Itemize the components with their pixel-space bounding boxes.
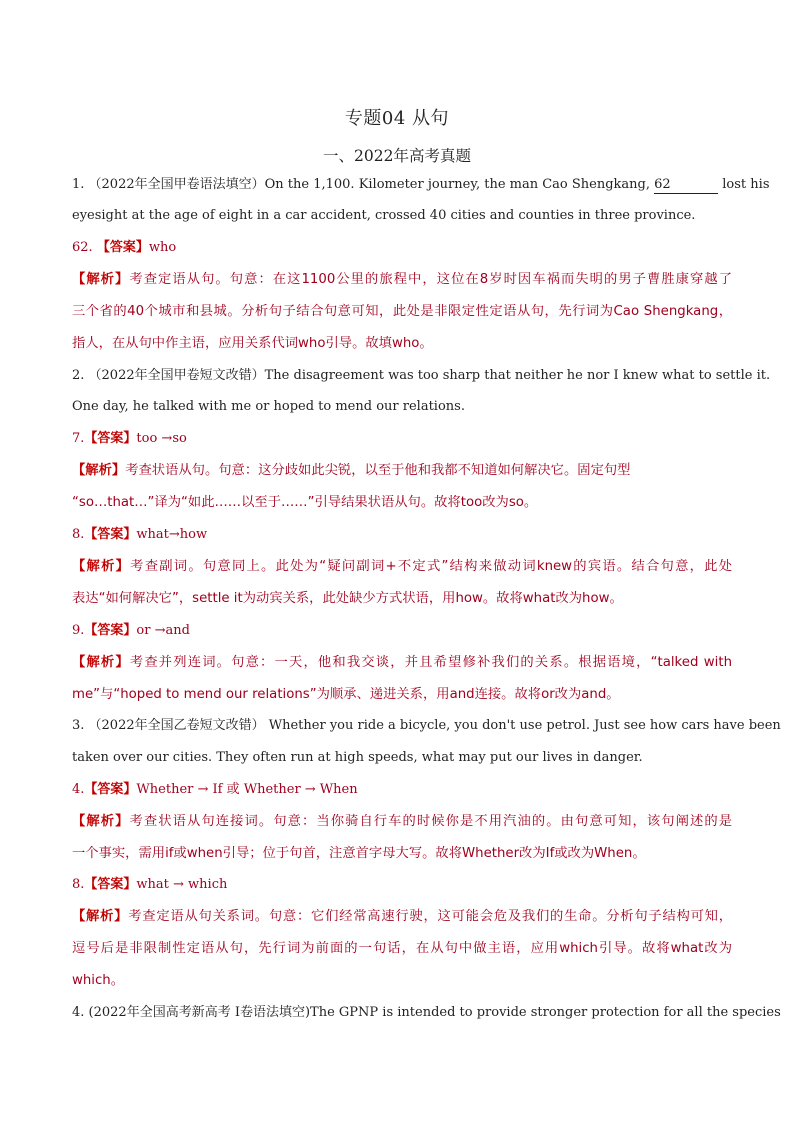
explanation-4-text-1: 考查状语从句连接词。句意：当你骑自行车的时候你是不用汽油的。由句意可知，该句阐述的是 <box>129 814 733 829</box>
answer-8b-tag: 【答案】 <box>84 877 137 892</box>
section-heading: 一、2022年高考真题 <box>323 147 471 165</box>
explanation-7-line-1 <box>72 461 732 481</box>
question-3-line-2: taken over our cities. They often run at high speeds, what may put our lives in danger. <box>72 750 643 765</box>
answer-8b <box>72 875 732 895</box>
answer-8-number: 8. <box>72 527 85 542</box>
answer-62-value: who <box>148 240 177 255</box>
answer-8-value: what→how <box>136 527 208 542</box>
question-2-line-2: One day, he talked with me or hoped to mend our relations. <box>72 399 465 414</box>
question-3-text-a: Whether you ride a bicycle, you don't use petrol. Just see how cars have been <box>264 718 781 733</box>
question-1-blank: 62 <box>654 177 718 194</box>
explanation-8-tag: 【解析】 <box>72 559 131 574</box>
explanation-8b-line-1 <box>72 907 732 927</box>
explanation-9-line-2: me”与“hoped to mend our relations”为顺承、递进关系，用and连接。故将or改为and。 <box>72 687 620 702</box>
explanation-8-line-2: 表达“如何解决它”，settle it为动宾关系，此处缺少方式状语，用how。故将what改为how。 <box>72 591 623 606</box>
explanation-62-line-3: 指人，在从句中作主语，应用关系代词who引导。故填who。 <box>72 336 433 351</box>
question-4-line-1 <box>72 1003 781 1023</box>
answer-7-tag: 【答案】 <box>84 431 137 446</box>
explanation-7-tag: 【解析】 <box>72 463 126 478</box>
answer-7-number: 7. <box>72 431 85 446</box>
explanation-7-text-1: 考查状语从句。句意：这分歧如此尖锐，以至于他和我都不知道如何解决它。固定句型 <box>125 463 631 478</box>
question-1-text-a: On the 1,100. Kilometer journey, the man Cao Shengkang, <box>264 177 655 192</box>
question-4-text-a: The GPNP is intended to provide stronger protection for all the species <box>310 1005 781 1020</box>
explanation-8-line-1 <box>72 557 732 577</box>
question-3-line-1 <box>72 716 781 736</box>
answer-9-tag: 【答案】 <box>84 623 137 638</box>
question-3-source: 3. （2022年全国乙卷短文改错） <box>72 718 265 733</box>
explanation-8b-text-1: 考查定语从句关系词。句意：它们经常高速行驶，这可能会危及我们的生命。分析句子结构可知， <box>128 909 733 924</box>
question-1-line-1 <box>72 175 770 195</box>
explanation-9-tag: 【解析】 <box>72 655 130 670</box>
answer-8 <box>72 525 732 545</box>
question-1-source: 1. （2022年全国甲卷语法填空） <box>72 177 265 192</box>
explanation-62-text-1: 考查定语从句。句意：在这1100公里的旅程中，这位在8岁时因车祸而失明的男子曹胜康穿越了 <box>129 272 732 287</box>
answer-9-value: or →and <box>136 623 190 638</box>
explanation-8b-line-3: which。 <box>72 973 125 988</box>
answer-7 <box>72 429 732 449</box>
answer-8b-number: 8. <box>72 877 85 892</box>
question-2-source: 2. （2022年全国甲卷短文改错） <box>72 368 265 383</box>
explanation-8b-line-2: 逗号后是非限制性定语从句，先行词为前面的一句话，在从句中做主语，应用which引导。故将what改为 <box>72 941 732 956</box>
answer-4 <box>72 780 732 800</box>
explanation-8b-tag: 【解析】 <box>72 909 129 924</box>
question-1-text-b: lost his <box>718 177 770 192</box>
answer-8b-value: what → which <box>136 877 228 892</box>
answer-8-tag: 【答案】 <box>84 527 137 542</box>
explanation-62-tag: 【解析】 <box>72 272 130 287</box>
explanation-8-text-1: 考查副词。句意同上。此处为“疑问副词+不定式”结构来做动词knew的宾语。结合句意，此处 <box>130 559 733 574</box>
answer-62 <box>72 238 732 258</box>
explanation-62-line-1 <box>72 270 732 290</box>
explanation-4-line-2: 一个事实，需用if或when引导；位于句首，注意首字母大写。故将Whether改为If或改为When。 <box>72 846 646 861</box>
question-2-line-1 <box>72 366 771 386</box>
answer-4-number: 4. <box>72 782 85 797</box>
question-1-line-2: eyesight at the age of eight in a car accident, crossed 40 cities and counties in three province. <box>72 208 696 223</box>
answer-4-tag: 【答案】 <box>84 782 137 797</box>
page-title: 专题04 从句 <box>344 108 450 129</box>
explanation-9-text-1: 考查并列连词。句意：一天，他和我交谈，并且希望修补我们的关系。根据语境，“talked with <box>129 655 733 670</box>
answer-62-number: 62. <box>72 240 93 255</box>
explanation-4-tag: 【解析】 <box>72 814 130 829</box>
explanation-9-line-1 <box>72 653 732 673</box>
answer-62-tag: 【答案】 <box>96 240 149 255</box>
question-4-source: 4. (2022年全国高考新高考 I卷语法填空) <box>72 1005 311 1020</box>
explanation-62-line-2: 三个省的40个城市和县城。分析句子结合句意可知，此处是非限定性定语从句，先行词为Cao Shengkang， <box>72 304 732 319</box>
explanation-7-line-2: “so…that…”译为“如此……以至于……”引导结果状语从句。故将too改为so。 <box>72 495 538 510</box>
answer-9-number: 9. <box>72 623 85 638</box>
question-2-text-a: The disagreement was too sharp that neither he nor I knew what to settle it. <box>264 368 771 383</box>
answer-9 <box>72 621 732 641</box>
explanation-4-line-1 <box>72 812 732 832</box>
answer-4-value: Whether → If 或 Whether → When <box>136 782 358 797</box>
answer-7-value: too →so <box>136 431 187 446</box>
